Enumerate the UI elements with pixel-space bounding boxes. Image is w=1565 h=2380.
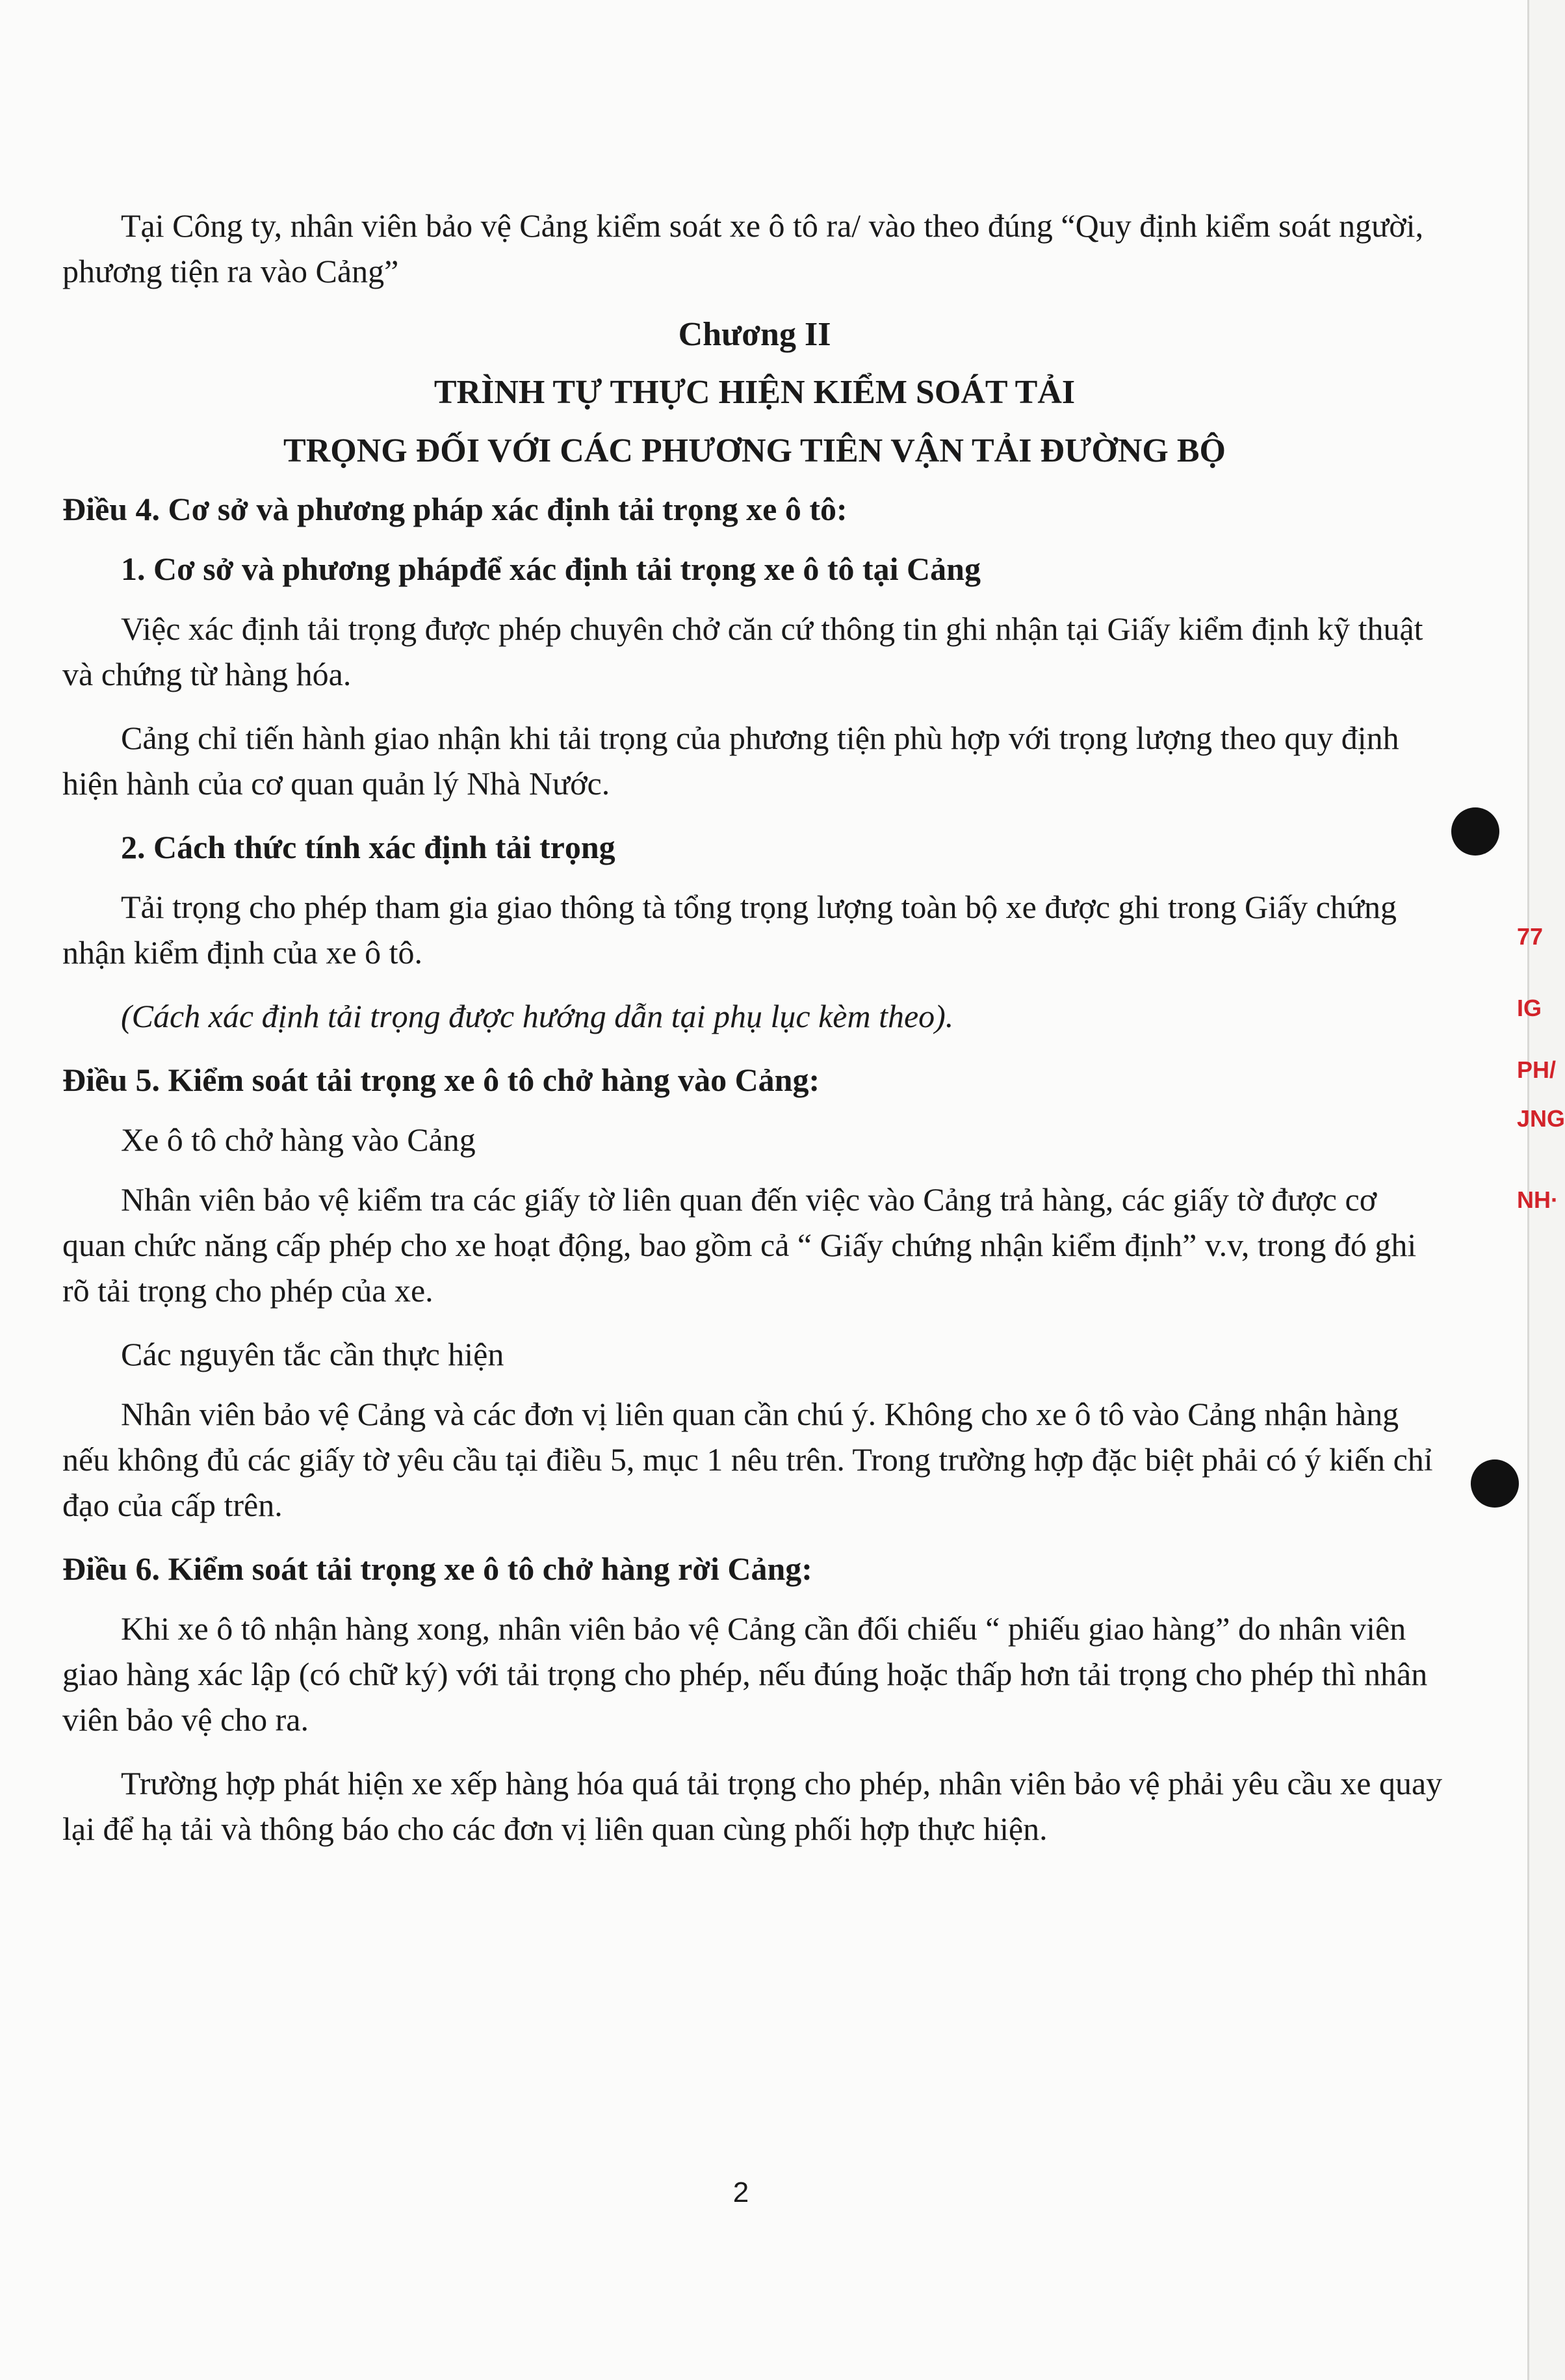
chapter-title-line-1: TRÌNH TỰ THỰC HIỆN KIỂM SOÁT TẢI: [433, 374, 1076, 411]
page-number: 2: [732, 2177, 749, 2208]
article-6-paragraph-2: Trường hợp phát hiện xe xếp hàng hóa quá tải trọng cho phép, nhân viên bảo vệ phải yêu cầu xe quay lại để hạ tải và thông báo cho các đơn vị liên quan cùng phối hợp thực hiện.: [62, 1765, 1443, 1847]
article-4-item-2-paragraph: Tải trọng cho phép tham gia giao thông tà tổng trọng lượng toàn bộ xe được ghi trong Giấy chứng nhận kiểm định của xe ô tô.: [62, 889, 1397, 971]
article-5-line-2: Các nguyên tắc cần thực hiện: [121, 1336, 504, 1372]
article-5-line-1: Xe ô tô chở hàng vào Cảng: [121, 1121, 476, 1158]
article-5-title: Điều 5. Kiểm soát tải trọng xe ô tô chở hàng vào Cảng:: [62, 1062, 820, 1098]
article-4-item-1-paragraph-2: Cảng chỉ tiến hành giao nhận khi tải trọng của phương tiện phù hợp với trọng lượng theo quy định hiện hành của cơ quan quản lý Nhà Nước.: [62, 720, 1399, 802]
stamp-text: IG: [1517, 995, 1542, 1021]
article-4-item-2-title: 2. Cách thức tính xác định tải trọng: [121, 829, 615, 865]
article-6-title: Điều 6. Kiểm soát tải trọng xe ô tô chở hàng rời Cảng:: [62, 1550, 812, 1587]
chapter-label: Chương II: [678, 316, 831, 353]
intro-paragraph: Tại Công ty, nhân viên bảo vệ Cảng kiểm soát xe ô tô ra/ vào theo đúng “Quy định kiểm soát người, phương tiện ra vào Cảng”: [62, 207, 1424, 289]
red-stamp-fragment: [1514, 923, 1565, 1248]
article-6-paragraph-1: Khi xe ô tô nhận hàng xong, nhân viên bảo vệ Cảng cần đối chiếu “ phiếu giao hàng” do nhân viên giao hàng xác lập (có chữ ký) với tải trọng cho phép, nếu đúng hoặc thấp hơn tải trọng cho phép thì nhân viên bảo vệ cho ra.: [62, 1610, 1428, 1738]
stamp-text: NH·: [1517, 1186, 1559, 1213]
stamp-text: PH/: [1517, 1056, 1557, 1083]
article-5-paragraph-2: Nhân viên bảo vệ Cảng và các đơn vị liên quan cần chú ý. Không cho xe ô tô vào Cảng nhận hàng nếu không đủ các giấy tờ yêu cầu tại điều 5, mục 1 nêu trên. Trong trường hợp đặc biệt phải có ý kiến chỉ đạo của cấp trên.: [62, 1396, 1433, 1523]
chapter-title-line-2: TRỌNG ĐỐI VỚI CÁC PHƯƠNG TIÊN VẬN TẢI ĐƯỜNG BỘ: [283, 432, 1226, 469]
article-5-paragraph-1: Nhân viên bảo vệ kiểm tra các giấy tờ liên quan đến việc vào Cảng trả hàng, các giấy tờ được cơ quan chức năng cấp phép cho xe hoạt động, bao gồm cả “ Giấy chứng nhận kiểm định” v.v, trong đó ghi rõ tải trọng cho phép của xe.: [62, 1181, 1417, 1309]
punch-hole: [1451, 807, 1499, 856]
punch-hole: [1471, 1459, 1519, 1508]
stamp-text: JNG: [1517, 1105, 1565, 1132]
article-4-item-2-note: (Cách xác định tải trọng được hướng dẫn tại phụ lục kèm theo).: [121, 998, 954, 1034]
article-4-item-1-title: 1. Cơ sở và phương phápđể xác định tải trọng xe ô tô tại Cảng: [121, 551, 981, 587]
article-4-item-1-paragraph-1: Việc xác định tải trọng được phép chuyên chở căn cứ thông tin ghi nhận tại Giấy kiểm định kỹ thuật và chứng từ hàng hóa.: [62, 610, 1423, 692]
stamp-text: 77: [1517, 923, 1544, 950]
article-4-title: Điều 4. Cơ sở và phương pháp xác định tải trọng xe ô tô:: [62, 491, 847, 527]
document-body: [62, 203, 1447, 1870]
